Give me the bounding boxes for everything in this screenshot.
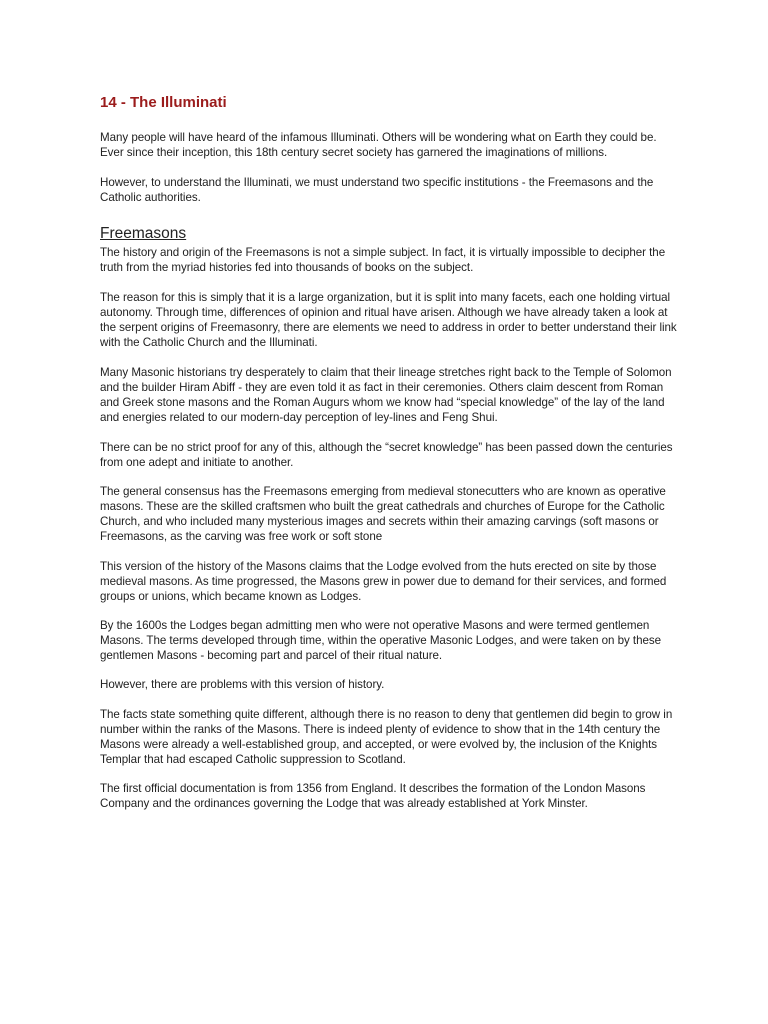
chapter-title: 14 - The Illuminati xyxy=(100,94,227,111)
body-paragraph: Many Masonic historians try desperately to claim that their lineage stretches right back to the Temple of Solomon and the builder Hiram Abiff - they are even told it as fact in their ceremonies. Others claim descent from Roman and Greek stone masons and the Roman Augurs whom we know had “special knowledge” of the lay of the land and energies related to our modern-day perception of ley-lines and Feng Shui. xyxy=(100,366,672,424)
body-paragraph: The facts state something quite different, although there is no reason to deny that gentlemen did begin to grow in number within the ranks of the Masons. There is indeed plenty of evidence to show that in the 14th century the Masons were already a well-established group, and accepted, or were evolved by, the inclusion of the Knights Templar that had escaped Catholic suppression to Scotland. xyxy=(100,708,673,766)
body-paragraph: There can be no strict proof for any of this, although the “secret knowledge” has been passed down the centuries from one adept and initiate to another. xyxy=(100,441,673,469)
intro-paragraph-1: Many people will have heard of the infamous Illuminati. Others will be wondering what on Earth they could be. Ever since their inception, this 18th century secret society has garnered the imaginations of millions. xyxy=(100,131,657,159)
body-paragraph: By the 1600s the Lodges began admitting men who were not operative Masons and were termed gentlemen Masons. The terms developed through time, within the operative Masonic Lodges, and were taken on by these gentlemen Masons - becoming part and parcel of their ritual nature. xyxy=(100,619,662,662)
document-page xyxy=(100,94,680,826)
body-paragraph: The reason for this is simply that it is a large organization, but it is split into many facets, each one holding virtual autonomy. Through time, differences of opinion and ritual have arisen. Although we have already taken a look at the serpent origins of Freemasonry, there are elements we need to address in order to better understand their link with the Catholic Church and the Illuminati. xyxy=(100,291,677,349)
section-heading-freemasons: Freemasons xyxy=(100,225,187,242)
body-paragraph: This version of the history of the Masons claims that the Lodge evolved from the huts erected on site by those medieval masons. As time progressed, the Masons grew in power due to demand for their services, and formed groups or unions, which became known as Lodges. xyxy=(100,560,667,603)
intro-paragraph-2: However, to understand the Illuminati, we must understand two specific institutions - the Freemasons and the Catholic authorities. xyxy=(100,176,654,204)
body-paragraph: The general consensus has the Freemasons emerging from medieval stonecutters who are known as operative masons. These are the skilled craftsmen who built the great cathedrals and churches of Europe for the Catholic Church, and who included many mysterious images and secrets within their amazing carvings (soft masons or Freemasons, as the carving was free work or soft stone xyxy=(100,485,666,543)
body-paragraph: The history and origin of the Freemasons is not a simple subject. In fact, it is virtually impossible to decipher the truth from the myriad histories fed into thousands of books on the subject. xyxy=(100,246,666,274)
body-paragraph: The first official documentation is from 1356 from England. It describes the formation of the London Masons Company and the ordinances governing the Lodge that was already established at York Minster. xyxy=(100,782,646,810)
body-paragraph: However, there are problems with this version of history. xyxy=(100,678,385,691)
